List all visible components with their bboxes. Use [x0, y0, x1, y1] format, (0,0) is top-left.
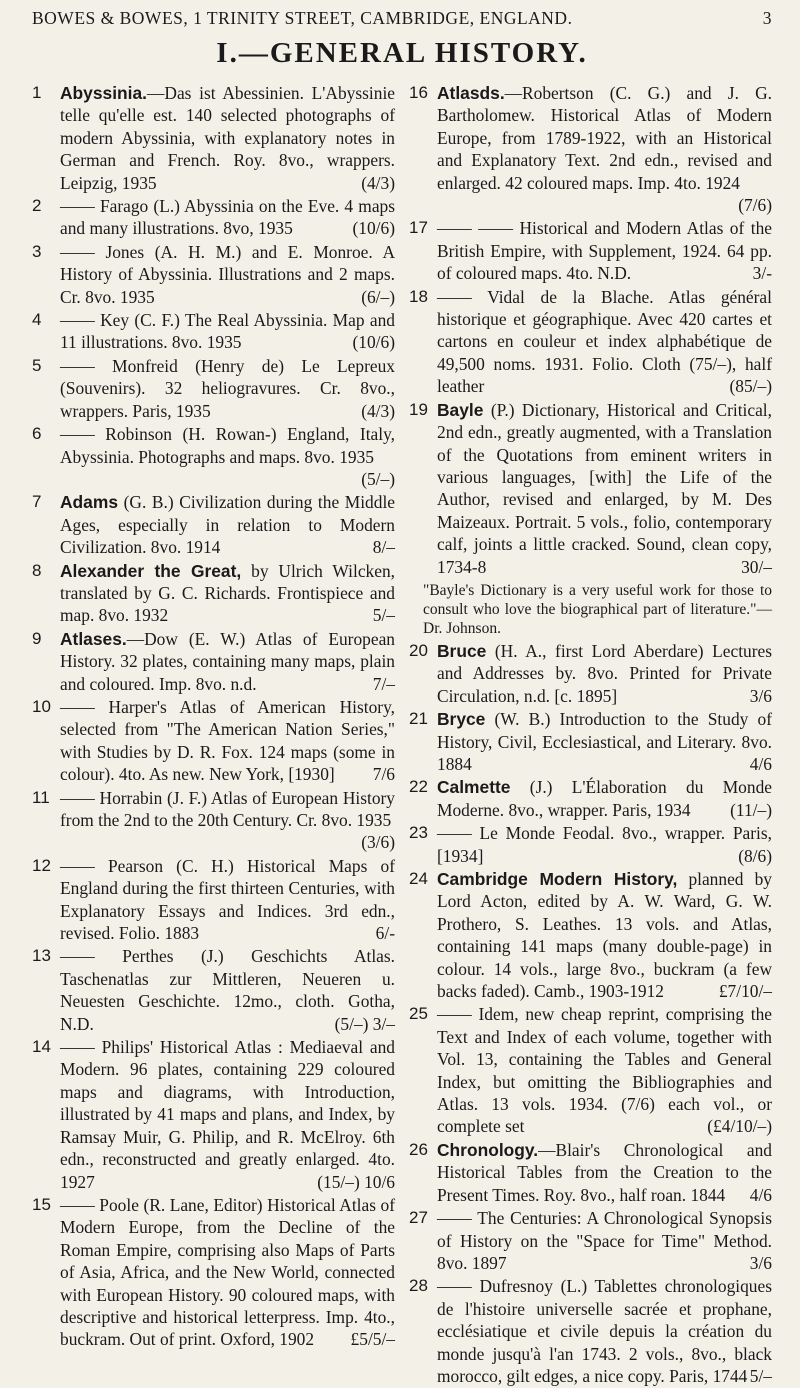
entry-heading: Abyssinia. — [60, 83, 147, 103]
entry-price: (8/6) — [738, 845, 772, 866]
catalogue-entry — [32, 309, 395, 354]
entry-price: 5/– — [372, 605, 395, 626]
entry-price: 30/– — [741, 556, 772, 577]
catalogue-entry — [32, 82, 395, 194]
catalogue-entry — [409, 868, 772, 1002]
entry-number: 27 — [409, 1208, 428, 1228]
entry-text: —— Robinson (H. Rowan-) England, Italy, Abyssinia. Photographs and maps. 8vo. 1935 — [60, 424, 395, 467]
entry-price: 4/6 — [749, 1184, 772, 1205]
entry-heading: Calmette — [437, 777, 511, 798]
entry-text: by Ulrich Wilcken, translated by G. C. Richards. Frontispiece and map. 8vo. 1932 — [60, 560, 395, 626]
entry-price: (5/–) — [361, 468, 395, 489]
entry-price: £7/10/– — [718, 981, 772, 1002]
entry-number: 17 — [409, 218, 428, 238]
entry-number: 20 — [409, 640, 428, 660]
entry-number: 24 — [409, 869, 428, 888]
catalogue-entry — [32, 787, 395, 854]
catalogue-entry — [32, 628, 395, 695]
entry-number: 25 — [409, 1004, 428, 1024]
entry-quote: "Bayle's Dictionary is a very useful work for those to consult who love the biographical part of literature."—Dr. Johnson. — [423, 581, 772, 637]
entry-text: —— Philips' Historical Atlas : Mediaeval and Modern. 96 plates, containing 229 coloured maps and diagrams, with Introduction, illustrated by 41 maps and plans, and Index, by Ramsay Muir, G. Philip, and R. McElroy. 6th edn., reconstructed and greatly enlarged. 4to. 1927 — [60, 1037, 395, 1192]
publisher-line: BOWES & BOWES, 1 TRINITY STREET, CAMBRIDGE, ENGLAND. — [32, 8, 573, 28]
catalogue-entry — [409, 82, 772, 216]
entry-text: —— Jones (A. H. M.) and E. Monroe. A History of Abyssinia. Illustrations and 2 maps. Cr. 8vo. 1935 — [60, 241, 395, 307]
right-column — [409, 82, 772, 1388]
section-title: I.—GENERAL HISTORY. — [216, 37, 588, 69]
catalogue-entry — [32, 195, 395, 240]
entry-number: 4 — [32, 310, 42, 330]
entry-text: —— Key (C. F.) The Real Abyssinia. Map and 11 illustrations. 8vo. 1935 — [60, 310, 395, 353]
entry-text: —— Le Monde Feodal. 8vo., wrapper. Paris, [1934] — [437, 823, 772, 866]
entry-text: —— Pearson (C. H.) Historical Maps of England during the first thirteen Centuries, with Explanatory Essays and Indices. 3rd edn., revised. Folio. 1883 — [60, 855, 395, 944]
entry-number: 13 — [32, 946, 51, 966]
catalogue-entry — [409, 286, 772, 398]
entry-text: —— Poole (R. Lane, Editor) Historical Atlas of Modern Europe, from the Decline of the Roman Empire, comprising also Maps of Parts of Asia, Africa, and the New World, connected with European History. 90 coloured maps, with descriptive and historical letterpress. Imp. 4to., buckram. Out of print. Oxford, 1902 — [60, 1194, 395, 1350]
left-column — [32, 82, 395, 1388]
entry-text: —Das ist Abessinien. L'Abyssinie telle qu'elle est. 140 selected photographs of modern Abyssinia, with explanatory notes in German and French. Roy. 8vo., wrappers. Leipzig, 1935 — [60, 83, 395, 193]
entry-number: 26 — [409, 1139, 428, 1159]
entry-price: 3/6 — [749, 685, 772, 706]
entry-heading: Bruce — [437, 640, 487, 661]
entry-price: (15/–) 10/6 — [317, 1171, 395, 1192]
catalogue-entry — [409, 640, 772, 707]
running-head — [32, 8, 772, 29]
entry-price: (5/–) 3/– — [334, 1013, 395, 1034]
catalogue-entry — [32, 696, 395, 786]
entry-number: 23 — [409, 823, 428, 843]
entry-price: (4/3) — [361, 172, 395, 193]
catalogue-entry — [409, 217, 772, 284]
catalogue-entry — [409, 1003, 772, 1137]
entry-heading: Atlasds. — [437, 83, 505, 103]
entry-heading: Atlases. — [60, 628, 127, 649]
entry-price: 8/– — [372, 537, 395, 558]
entry-text: —— The Centuries: A Chronological Synopsis of History on the "Space for Time" Method. 8vo. 1897 — [437, 1208, 772, 1273]
entry-price: (4/3) — [361, 400, 395, 421]
catalogue-entry — [32, 355, 395, 422]
entry-text: (P.) Dictionary, Historical and Critical, 2nd edn., greatly augmented, with a Translation of the Quotations from eminent writers in various languages, [with] the Life of the Author, revised and enlarged, by M. Des Maizeaux. Portrait. 5 vols., folio, contemporary calf, joints a little cracked. Sound, clean copy, 1734-8 — [437, 399, 772, 577]
catalogue-entry — [32, 241, 395, 308]
entry-heading: Cambridge Modern History, — [437, 869, 678, 889]
entry-price: (10/6) — [352, 332, 395, 353]
entry-number: 3 — [32, 241, 42, 261]
entry-number: 9 — [32, 628, 42, 648]
entry-text: —— Vidal de la Blache. Atlas général historique et géographique. Avec 420 cartes et cartons en couleur et index alphabétique de 49,500 noms. 1931. Folio. Cloth (75/–), half leather — [437, 286, 772, 397]
catalogue-entry — [409, 822, 772, 867]
entry-price: 7/6 — [372, 764, 395, 785]
entry-heading: Adams — [60, 492, 118, 513]
entry-heading: Bayle — [437, 399, 484, 420]
entry-text: —— Idem, new cheap reprint, comprising the Text and Index of each volume, together with Vol. 13, containing the Tables and General Index, but omitting the Bibliographies and Atlas. 13 vols. 1934. (7/6) each vol., or complete set — [437, 1004, 772, 1137]
catalogue-columns — [32, 82, 772, 1388]
entry-price: £5/5/– — [350, 1329, 395, 1350]
entry-text: —Blair's Chronological and Historical Tables from the Creation to the Present Times. Roy. 8vo., half roan. 1844 — [437, 1139, 772, 1205]
entry-price: (6/–) — [361, 286, 395, 307]
entry-number: 5 — [32, 355, 42, 375]
catalogue-entry — [32, 560, 395, 627]
entry-number: 22 — [409, 777, 428, 797]
catalogue-entry — [409, 399, 772, 578]
entry-price: 3/- — [752, 263, 772, 284]
entry-number: 10 — [32, 696, 51, 716]
entry-text: (J.) L'Élaboration du Monde Moderne. 8vo., wrapper. Paris, 1934 — [437, 777, 772, 820]
entry-text: —Robertson (C. G.) and J. G. Bartholomew. Historical Atlas of Modern Europe, from 1789-1922, with an Historical and Explanatory Text. 2nd edn., revised and enlarged. 42 coloured maps. Imp. 4to. 1924 — [437, 83, 772, 193]
catalogue-entry — [409, 1207, 772, 1274]
entry-number: 1 — [32, 83, 42, 102]
entry-number: 8 — [32, 560, 42, 580]
catalogue-entry — [409, 1139, 772, 1206]
entry-price: (85/–) — [729, 376, 772, 397]
catalogue-entry — [409, 776, 772, 821]
entry-number: 19 — [409, 399, 428, 419]
entry-heading: Alexander the Great, — [60, 560, 242, 581]
catalogue-entry — [32, 855, 395, 945]
entry-price: (£4/10/–) — [707, 1116, 772, 1137]
entry-number: 14 — [32, 1037, 51, 1057]
catalogue-entry — [32, 491, 395, 558]
entry-text: —— Monfreid (Henry de) Le Lepreux (Souvenirs). 32 heliogravures. Cr. 8vo., wrappers. Paris, 1935 — [60, 355, 395, 421]
entry-number: 18 — [409, 286, 428, 306]
catalogue-entry — [32, 423, 395, 490]
entry-text: —— —— Historical and Modern Atlas of the British Empire, with Supplement, 1924. 64 pp. of coloured maps. 4to. N.D. — [437, 218, 772, 284]
entry-price: 3/6 — [749, 1252, 772, 1273]
entry-text: (G. B.) Civilization during the Middle Ages, especially in relation to Modern Civilization. 8vo. 1914 — [60, 492, 395, 558]
entry-number: 11 — [32, 787, 50, 807]
entry-price: (10/6) — [352, 218, 395, 239]
entry-price: 4/6 — [749, 753, 772, 774]
catalogue-entry — [32, 1194, 395, 1351]
entry-text: —Dow (E. W.) Atlas of European History. 32 plates, containing many maps, plain and coloured. Imp. 8vo. n.d. — [60, 628, 395, 694]
entry-text: planned by Lord Acton, edited by A. W. Ward, G. W. Prothero, S. Leathes. 13 vols. and Atlas, containing 141 maps (many double-page) in colour. 14 vols., large 8vo., buckram (a few backs faded). Camb., 1903-1912 — [437, 869, 773, 1002]
entry-text: —— Dufresnoy (L.) Tablettes chronologiques de l'histoire universelle sacrée et prophane, ecclésiatique et civile depuis la création du monde jusqu'à l'an 1743. 2 vols., 8vo., black morocco, gilt edges, a nice copy. Paris, 1744 — [437, 1276, 772, 1386]
entry-text: —— Farago (L.) Abyssinia on the Eve. 4 maps and many illustrations. 8vo, 1935 — [60, 196, 395, 239]
entry-price: 5/– — [749, 1365, 772, 1386]
entry-heading: Chronology. — [437, 1139, 539, 1160]
entry-price: (3/6) — [361, 832, 395, 853]
entry-number: 16 — [409, 83, 428, 102]
entry-number: 12 — [32, 855, 51, 875]
entry-number: 7 — [32, 492, 42, 512]
catalogue-entry — [32, 1036, 395, 1193]
entry-price: (7/6) — [738, 195, 772, 216]
page-number: 3 — [762, 8, 772, 28]
entry-number: 21 — [409, 709, 428, 729]
catalogue-entry — [32, 945, 395, 1035]
entry-heading: Bryce — [437, 709, 486, 730]
catalogue-entry — [409, 708, 772, 775]
entry-number: 28 — [409, 1276, 428, 1296]
entry-text: —— Horrabin (J. F.) Atlas of European History from the 2nd to the 20th Century. Cr. 8vo. 1935 — [60, 787, 395, 830]
entry-text: (H. A., first Lord Aberdare) Lectures and Addresses by. 8vo. Printed for Private Circulation, n.d. [c. 1895] — [437, 640, 772, 706]
entry-price: 6/- — [375, 923, 395, 944]
entry-text: —— Perthes (J.) Geschichts Atlas. Taschenatlas zur Mittleren, Neueren u. Neuesten Geschichte. 12mo., cloth. Gotha, N.D. — [60, 946, 395, 1034]
entry-number: 15 — [32, 1194, 51, 1214]
entry-price: (11/–) — [730, 799, 772, 820]
entry-price: 7/– — [372, 673, 395, 694]
entry-number: 6 — [32, 424, 42, 444]
entry-text: (W. B.) Introduction to the Study of History, Civil, Ecclesiastical, and Literary. 8vo. 1884 — [437, 709, 772, 774]
entry-number: 2 — [32, 196, 42, 216]
entry-text: —— Harper's Atlas of American History, selected from "The American Nation Series," with Studies by D. R. Fox. 124 maps (some in colour). 4to. As new. New York, [1930] — [60, 696, 395, 785]
catalogue-entry — [409, 1275, 772, 1387]
